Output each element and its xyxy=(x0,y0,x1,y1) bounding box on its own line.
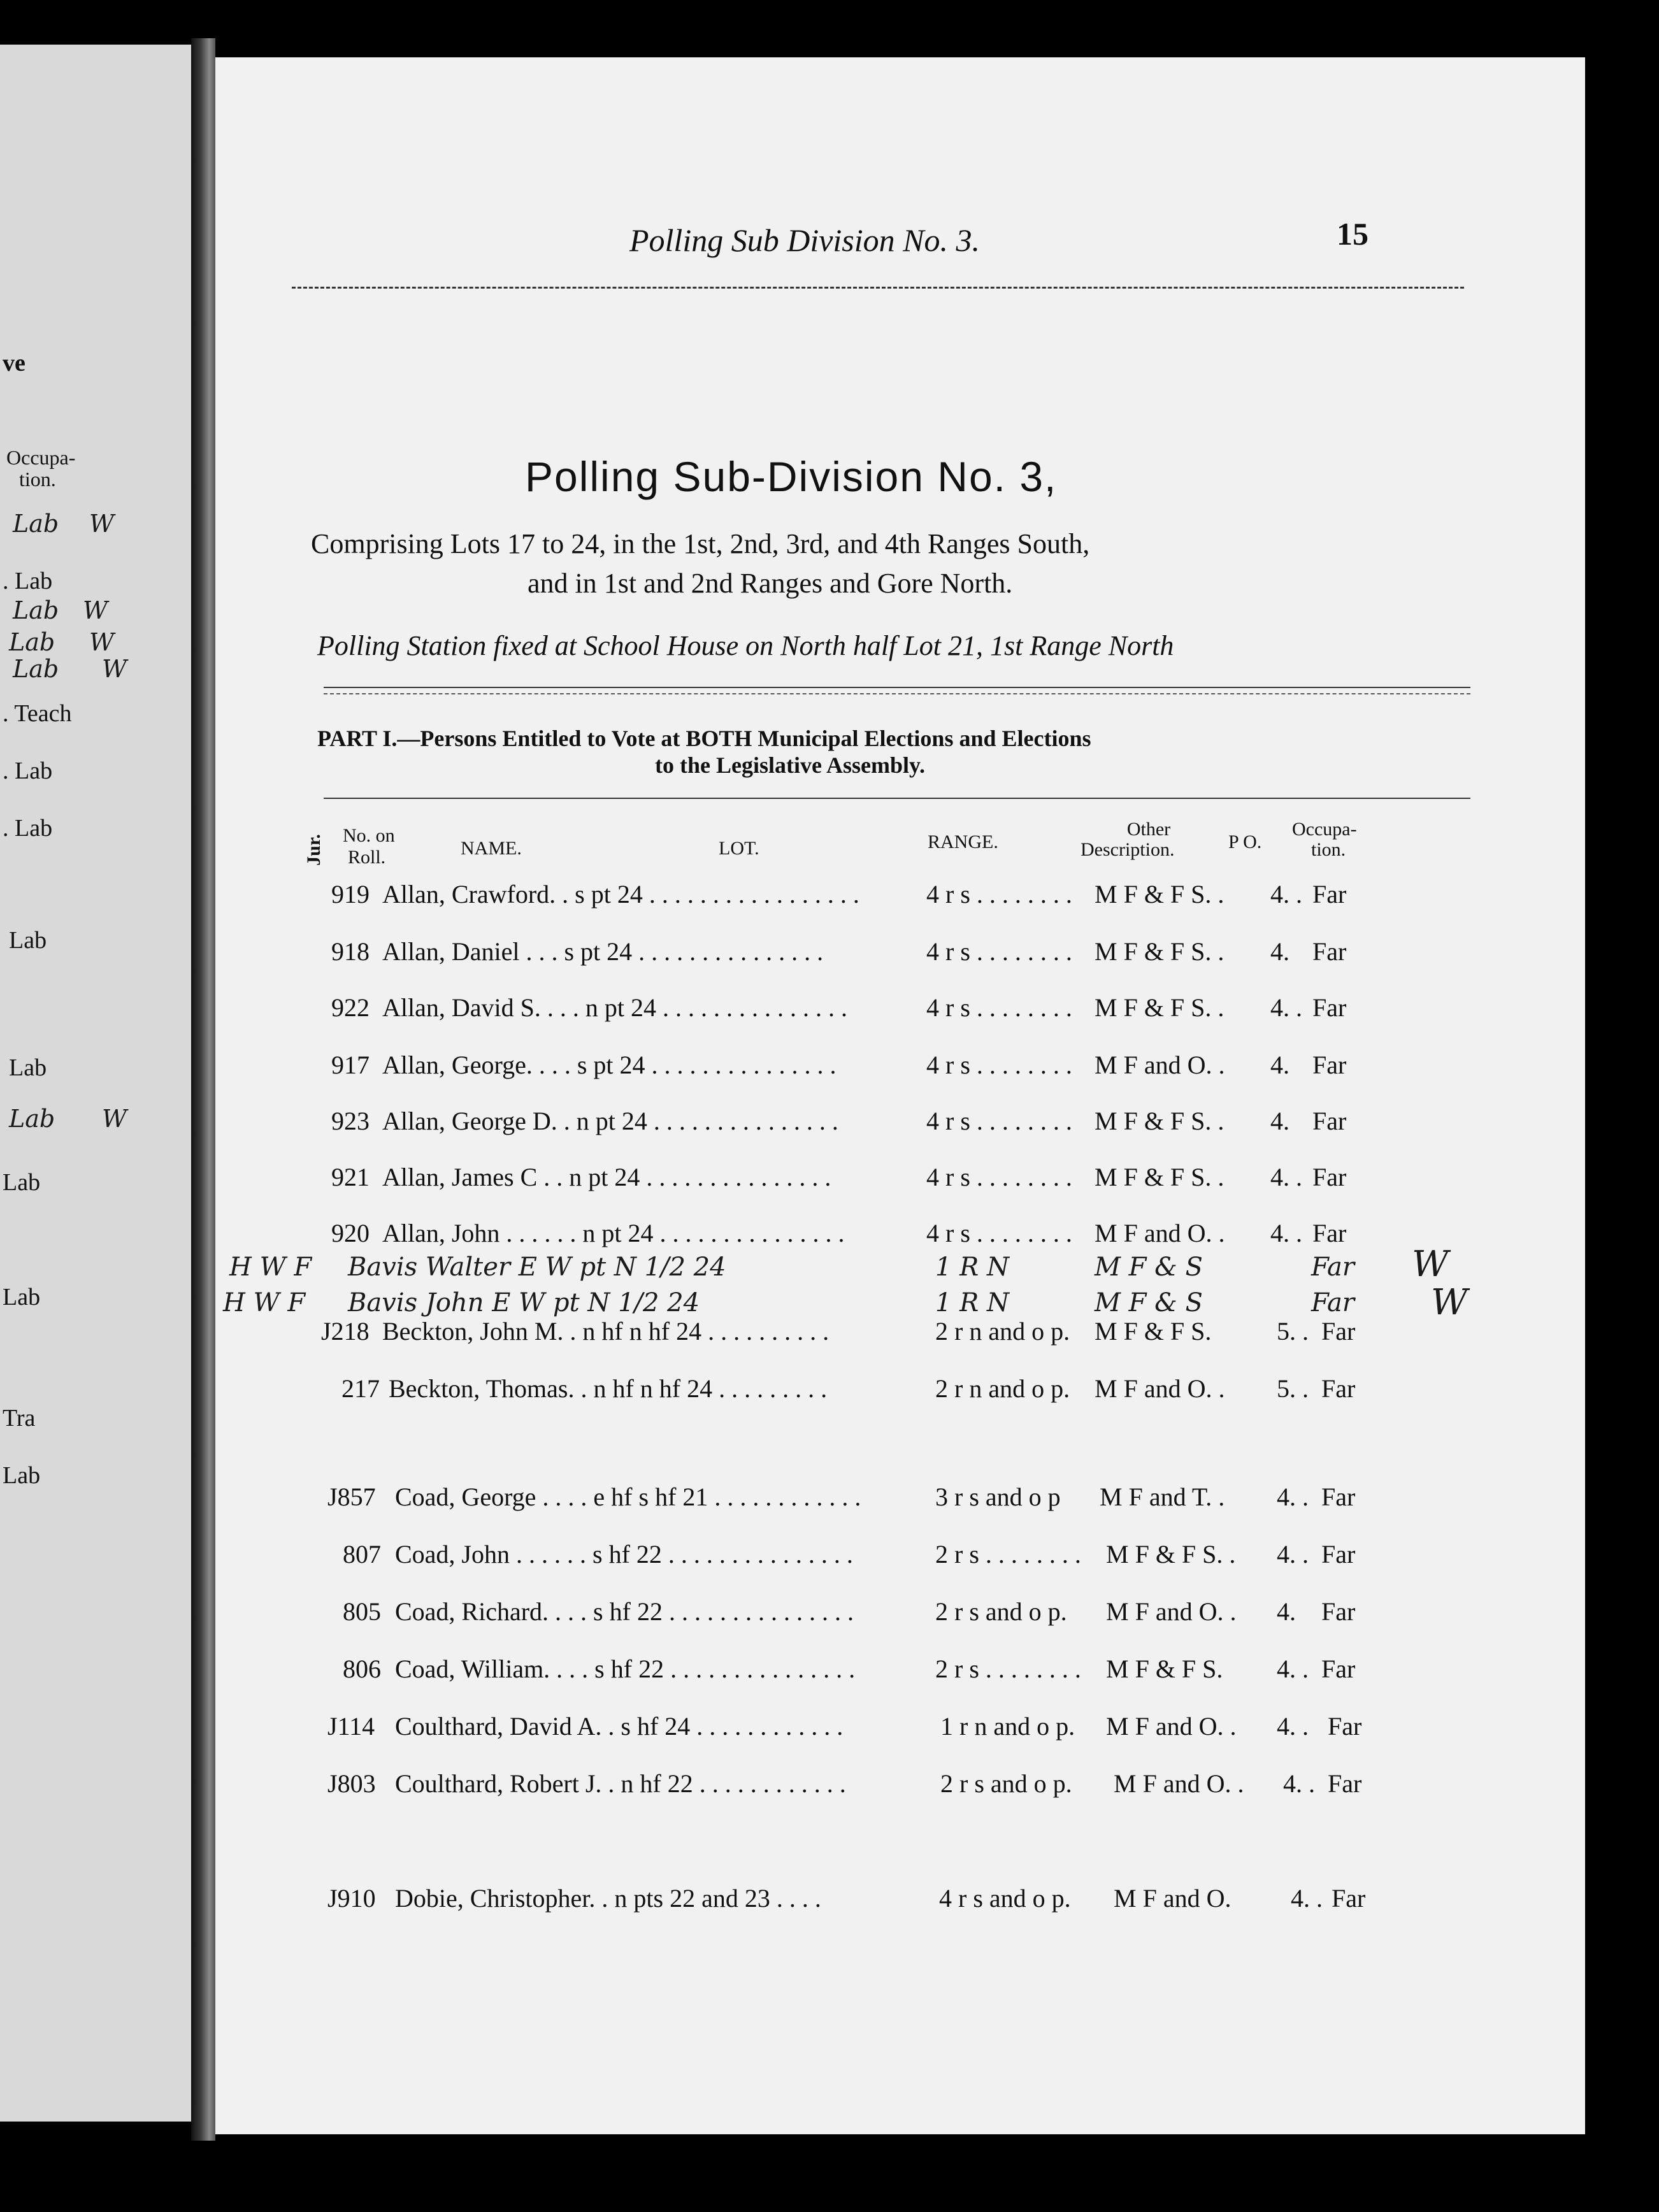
left-fragment: Occupa- xyxy=(6,446,76,469)
table-row xyxy=(215,1050,1585,1088)
roll-number: 922 xyxy=(331,993,370,1022)
voter-name-lot: Coad, George . . . . e hf s hf 21 . . . . . . . . . . . . xyxy=(395,1483,861,1511)
roll-number: J218 xyxy=(321,1317,370,1346)
left-handwritten-mark: W xyxy=(89,628,115,656)
other-description: M F and O. . xyxy=(1095,1374,1225,1403)
handwritten-prefix: H W F xyxy=(229,1253,312,1282)
occupation: Far xyxy=(1312,1107,1347,1135)
range: 1 r n and o p. xyxy=(940,1712,1075,1741)
handwritten-mark: W xyxy=(1412,1244,1449,1285)
occupation: Far xyxy=(1321,1317,1356,1346)
col-occupation-2: tion. xyxy=(1311,839,1346,860)
rule xyxy=(324,798,1470,799)
part-heading-line-2: to the Legislative Assembly. xyxy=(655,752,925,778)
running-title: Polling Sub Division No. 3. xyxy=(629,222,980,258)
other-description: M F & F S. . xyxy=(1106,1540,1236,1569)
range: 4 r s . . . . . . . . xyxy=(926,1163,1072,1191)
other-description: M F & F S. . xyxy=(1095,1163,1224,1191)
col-jur: Jur. xyxy=(303,834,324,866)
other-description: M F and O. . xyxy=(1114,1769,1244,1798)
left-fragment: ve xyxy=(3,350,25,377)
handwritten-name-lot: Bavis John E W pt N 1/2 24 xyxy=(348,1288,700,1318)
handwritten-occupation: Far xyxy=(1311,1253,1355,1282)
voter-name-lot: Allan, David S. . . . n pt 24 . . . . . . . . . . . . . . . xyxy=(382,993,847,1022)
voter-name-lot: Beckton, John M. . n hf n hf 24 . . . . . . . . . . xyxy=(382,1317,830,1346)
occupation: Far xyxy=(1332,1884,1366,1913)
occupation: Far xyxy=(1321,1540,1356,1569)
table-row xyxy=(215,1482,1585,1520)
table-row xyxy=(215,1597,1585,1635)
post-office: 4. . xyxy=(1270,880,1302,908)
post-office: 4. . xyxy=(1277,1712,1309,1741)
register-page xyxy=(215,57,1585,2134)
occupation: Far xyxy=(1328,1769,1362,1798)
col-lot: LOT. xyxy=(719,838,759,859)
col-other-2: Description. xyxy=(1081,839,1175,860)
other-description: M F and O. . xyxy=(1095,1051,1225,1079)
range: 2 r n and o p. xyxy=(935,1374,1070,1403)
roll-number: 923 xyxy=(331,1107,370,1135)
handwritten-name-lot: Bavis Walter E W pt N 1/2 24 xyxy=(348,1253,726,1282)
post-office: 5. . xyxy=(1277,1374,1309,1403)
comprising-line-1: Comprising Lots 17 to 24, in the 1st, 2nd, 3rd, and 4th Ranges South, xyxy=(311,528,1090,559)
left-fragment: . Teach xyxy=(3,700,72,727)
post-office: 4. . xyxy=(1270,1163,1302,1191)
range: 2 r n and o p. xyxy=(935,1317,1070,1346)
range: 4 r s . . . . . . . . xyxy=(926,993,1072,1022)
rule xyxy=(324,693,1470,694)
polling-station: Polling Station fixed at School House on North half Lot 21, 1st Range North xyxy=(317,630,1174,661)
occupation: Far xyxy=(1321,1483,1356,1511)
col-occupation-1: Occupa- xyxy=(1292,819,1357,840)
adjacent-page-fragment xyxy=(0,45,191,2122)
page-number: 15 xyxy=(1337,216,1368,252)
range: 4 r s . . . . . . . . xyxy=(926,1219,1072,1247)
table-row xyxy=(215,1106,1585,1144)
voter-name-lot: Coulthard, David A. . s hf 24 . . . . . . . . . . . . xyxy=(395,1712,844,1741)
table-row xyxy=(215,1654,1585,1692)
range: 2 r s and o p. xyxy=(935,1597,1067,1626)
col-no-on-roll-2: Roll. xyxy=(348,847,386,868)
other-description: M F and O. . xyxy=(1095,1219,1225,1247)
table-row xyxy=(215,993,1585,1031)
left-fragment: Lab xyxy=(13,655,59,683)
handwritten-other: M F & S xyxy=(1095,1253,1203,1282)
voter-name-lot: Coad, William. . . . s hf 22 . . . . . . . . . . . . . . . xyxy=(395,1655,856,1683)
occupation: Far xyxy=(1312,993,1347,1022)
col-range: RANGE. xyxy=(928,831,998,852)
col-name: NAME. xyxy=(461,838,522,859)
roll-number: 921 xyxy=(331,1163,370,1191)
left-handwritten-mark: W xyxy=(83,596,108,624)
col-no-on-roll-1: No. on xyxy=(343,825,395,846)
voter-name-lot: Dobie, Christopher. . n pts 22 and 23 . . . . xyxy=(395,1884,821,1913)
roll-number: 217 xyxy=(341,1374,380,1403)
range: 3 r s and o p xyxy=(935,1483,1061,1511)
occupation: Far xyxy=(1312,1219,1347,1247)
table-row xyxy=(215,1162,1585,1200)
range: 4 r s . . . . . . . . xyxy=(926,1107,1072,1135)
range: 2 r s . . . . . . . . xyxy=(935,1540,1081,1569)
left-fragment: . Lab xyxy=(3,815,53,842)
voter-name-lot: Allan, George D. . n pt 24 . . . . . . . . . . . . . . . xyxy=(382,1107,838,1135)
left-fragment: . Lab xyxy=(3,568,53,594)
left-fragment: Lab xyxy=(9,1105,55,1133)
post-office: 4. . xyxy=(1277,1540,1309,1569)
voter-name-lot: Beckton, Thomas. . n hf n hf 24 . . . . . . . . . xyxy=(389,1374,828,1403)
left-fragment: . Lab xyxy=(3,758,53,784)
voter-name-lot: Allan, John . . . . . . n pt 24 . . . . . . . . . . . . . . . xyxy=(382,1219,845,1247)
handwritten-mark: W xyxy=(1431,1282,1468,1323)
occupation: Far xyxy=(1312,880,1347,908)
range: 4 r s . . . . . . . . xyxy=(926,937,1072,966)
table-row xyxy=(215,1539,1585,1577)
roll-number: 919 xyxy=(331,880,370,908)
other-description: M F & F S. . xyxy=(1095,993,1224,1022)
other-description: M F and O. xyxy=(1114,1884,1232,1913)
other-description: M F & F S. . xyxy=(1095,880,1224,908)
roll-number: 805 xyxy=(343,1597,381,1626)
table-row xyxy=(215,1883,1585,1921)
handwritten-entry xyxy=(215,1244,1585,1291)
roll-number: 920 xyxy=(331,1219,370,1247)
voter-name-lot: Allan, Daniel . . . s pt 24 . . . . . . . . . . . . . . . xyxy=(382,937,824,966)
post-office: 4. . xyxy=(1277,1483,1309,1511)
range: 2 r s . . . . . . . . xyxy=(935,1655,1081,1683)
post-office: 4. . xyxy=(1270,1219,1302,1247)
table-row xyxy=(215,1711,1585,1749)
post-office: 4. xyxy=(1270,1051,1289,1079)
other-description: M F & F S. xyxy=(1106,1655,1223,1683)
handwritten-other: M F & S xyxy=(1095,1288,1203,1318)
occupation: Far xyxy=(1321,1374,1356,1403)
post-office: 5. . xyxy=(1277,1317,1309,1346)
left-fragment: Lab xyxy=(3,1284,41,1311)
left-handwritten-mark: W xyxy=(102,655,127,683)
voter-name-lot: Allan, Crawford. . s pt 24 . . . . . . . . . . . . . . . . . xyxy=(382,880,859,908)
occupation: Far xyxy=(1312,1051,1347,1079)
post-office: 4. . xyxy=(1277,1655,1309,1683)
roll-number: 807 xyxy=(343,1540,381,1569)
occupation: Far xyxy=(1312,937,1347,966)
voter-name-lot: Coulthard, Robert J. . n hf 22 . . . . . . . . . . . . xyxy=(395,1769,846,1798)
col-po: P O. xyxy=(1228,831,1262,852)
roll-number: J857 xyxy=(327,1483,376,1511)
left-fragment: Lab xyxy=(13,510,59,538)
left-fragment: Lab xyxy=(9,1054,47,1081)
occupation: Far xyxy=(1312,1163,1347,1191)
left-fragment: tion. xyxy=(19,468,56,491)
post-office: 4. xyxy=(1270,937,1289,966)
header-rule xyxy=(292,287,1464,289)
post-office: 4. xyxy=(1277,1597,1296,1626)
roll-number: J114 xyxy=(327,1712,375,1741)
voter-name-lot: Allan, James C . . n pt 24 . . . . . . . . . . . . . . . xyxy=(382,1163,831,1191)
roll-number: J910 xyxy=(327,1884,376,1913)
post-office: 4. . xyxy=(1291,1884,1323,1913)
left-handwritten-mark: W xyxy=(89,510,115,538)
handwritten-range: 1 R N xyxy=(935,1253,1009,1282)
roll-number: 917 xyxy=(331,1051,370,1079)
range: 4 r s . . . . . . . . xyxy=(926,1051,1072,1079)
roll-number: 918 xyxy=(331,937,370,966)
left-fragment: Lab xyxy=(9,628,55,656)
handwritten-occupation: Far xyxy=(1311,1288,1355,1318)
range: 4 r s and o p. xyxy=(939,1884,1071,1913)
post-office: 4. . xyxy=(1270,993,1302,1022)
voter-name-lot: Coad, John . . . . . . s hf 22 . . . . . . . . . . . . . . . xyxy=(395,1540,853,1569)
page-gutter xyxy=(191,38,215,2141)
voter-name-lot: Coad, Richard. . . . s hf 22 . . . . . . . . . . . . . . . xyxy=(395,1597,854,1626)
left-handwritten-mark: W xyxy=(102,1105,127,1133)
comprising-line-2: and in 1st and 2nd Ranges and Gore North. xyxy=(528,568,1013,599)
col-other-1: Other xyxy=(1126,819,1171,840)
left-fragment: Lab xyxy=(3,1462,41,1489)
table-row xyxy=(215,1218,1585,1256)
other-description: M F and O. . xyxy=(1106,1597,1237,1626)
occupation: Far xyxy=(1321,1655,1356,1683)
left-fragment: Lab xyxy=(3,1169,41,1196)
voter-name-lot: Allan, George. . . . s pt 24 . . . . . . . . . . . . . . . xyxy=(382,1051,837,1079)
handwritten-range: 1 R N xyxy=(935,1288,1009,1318)
roll-number: J803 xyxy=(327,1769,376,1798)
occupation: Far xyxy=(1328,1712,1362,1741)
range: 2 r s and o p. xyxy=(940,1769,1072,1798)
rule xyxy=(324,687,1470,688)
left-fragment: Lab xyxy=(9,927,47,954)
table-row xyxy=(215,879,1585,917)
section-title: Polling Sub-Division No. 3, xyxy=(525,453,1058,500)
table-row xyxy=(215,1374,1585,1412)
other-description: M F & F S. . xyxy=(1095,937,1224,966)
table-row xyxy=(215,1316,1585,1354)
left-fragment: Tra xyxy=(3,1405,36,1432)
other-description: M F & F S. xyxy=(1095,1317,1212,1346)
table-row xyxy=(215,937,1585,975)
other-description: M F and O. . xyxy=(1106,1712,1237,1741)
range: 4 r s . . . . . . . . xyxy=(926,880,1072,908)
left-fragment: Lab xyxy=(13,596,59,624)
handwritten-prefix: H W F xyxy=(223,1288,306,1318)
part-heading-line-1: PART I.—Persons Entitled to Vote at BOTH Municipal Elections and Elections xyxy=(317,726,1091,751)
table-row xyxy=(215,1769,1585,1807)
roll-number: 806 xyxy=(343,1655,381,1683)
other-description: M F and T. . xyxy=(1100,1483,1225,1511)
post-office: 4. xyxy=(1270,1107,1289,1135)
other-description: M F & F S. . xyxy=(1095,1107,1224,1135)
occupation: Far xyxy=(1321,1597,1356,1626)
post-office: 4. . xyxy=(1283,1769,1315,1798)
